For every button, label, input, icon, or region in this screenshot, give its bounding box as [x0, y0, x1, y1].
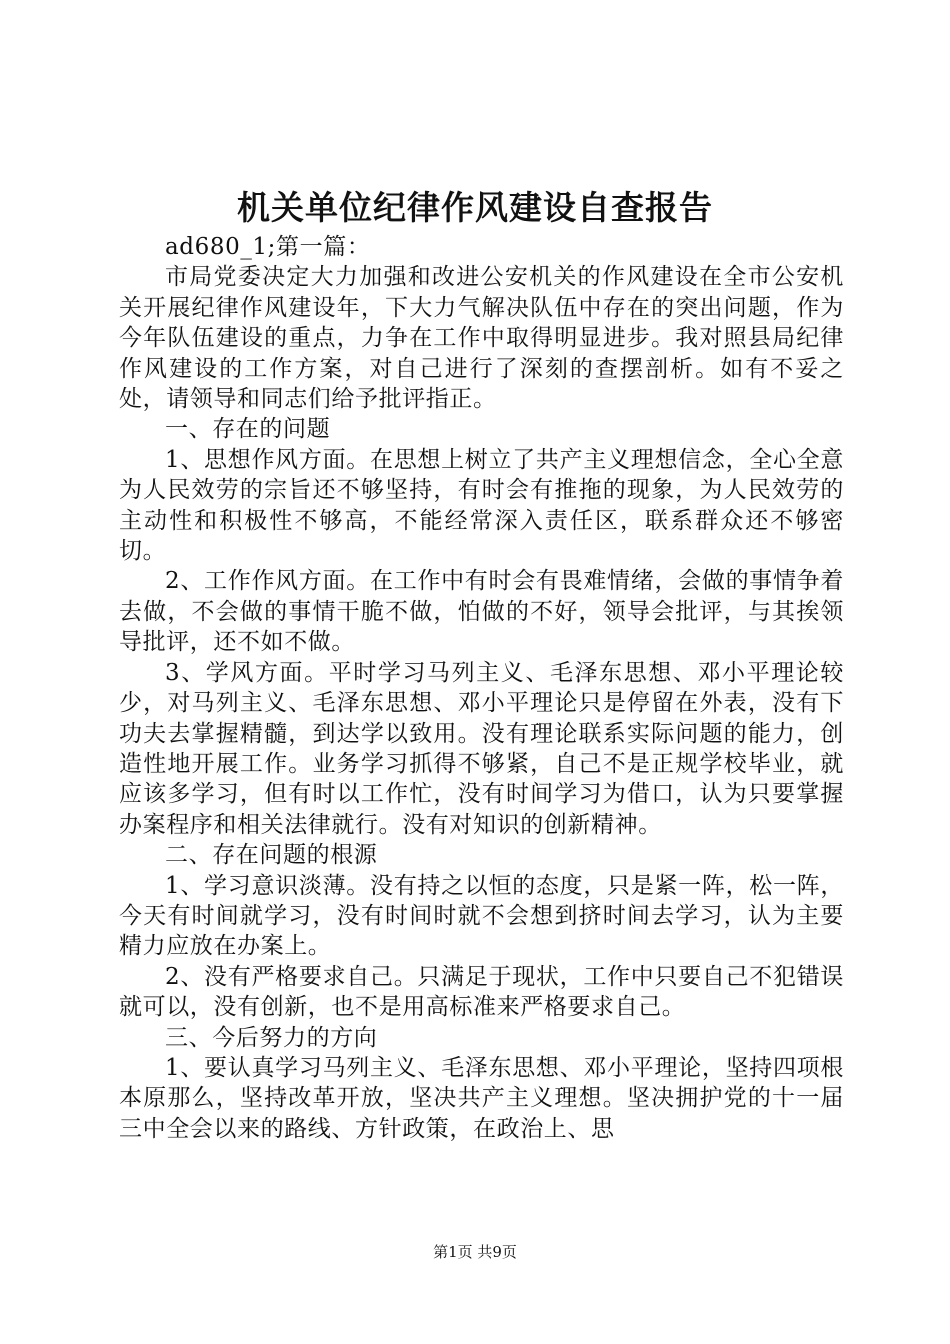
paragraph-study-theory: 1、要认真学习马列主义、毛泽东思想、邓小平理论，坚持四项根本原那么，坚持改革开放，坚决共产主义理想。坚决拥护党的十一届三中全会以来的路线、方针政策，在政治上、思	[119, 1054, 844, 1142]
document-title: 机关单位纪律作风建设自查报告	[237, 188, 713, 227]
paragraph-weak-study-awareness: 1、学习意识淡薄。没有持之以恒的态度，只是紧一阵，松一阵，今天有时间就学习，没有时间时就不会想到挤时间去学习，认为主要精力应放在办案上。	[119, 872, 844, 960]
heading-existing-problems: 一、存在的问题	[165, 416, 331, 443]
document-body	[119, 232, 844, 1144]
paragraph-thought-style: 1、思想作风方面。在思想上树立了共产主义理想信念，全心全意为人民效劳的宗旨还不够坚持，有时会有推拖的现象，为人民效劳的主动性和积极性不够高，不能经常深入责任区，联系群众还不够密切。	[119, 446, 844, 565]
paragraph-lax-self-requirement: 2、没有严格要求自己。只满足于现状，工作中只要自己不犯错误就可以，没有创新，也不是用高标准来严格要求自己。	[119, 963, 844, 1021]
paragraph-work-style: 2、工作作风方面。在工作中有时会有畏难情绪，会做的事情争着去做，不会做的事情干脆不做，怕做的不好，领导会批评，与其挨领导批评，还不如不做。	[119, 568, 844, 656]
heading-problem-roots: 二、存在问题的根源	[165, 842, 378, 869]
paragraph-section-marker: ad680_1;第一篇：	[165, 234, 371, 260]
paragraph-study-style: 3、学风方面。平时学习马列主义、毛泽东思想、邓小平理论较少，对马列主义、毛泽东思想、邓小平理论只是停留在外表，没有下功夫去掌握精髓，到达学以致用。没有理论联系实际问题的能力，创造性地开展工作。业务学习抓得不够紧，自己不是正规学校毕业，就应该多学习，但有时以工作忙，没有时间学习为借口，认为只要掌握办案程序和相关法律就行。没有对知识的创新精神。	[119, 659, 844, 838]
page-number-footer: 第1页 共9页	[433, 1243, 517, 1261]
heading-future-direction: 三、今后努力的方向	[165, 1024, 378, 1051]
paragraph-intro: 市局党委决定大力加强和改进公安机关的作风建设在全市公安机关开展纪律作风建设年，下大力气解决队伍中存在的突出问题，作为今年队伍建设的重点，力争在工作中取得明显进步。我对照县局纪律作风建设的工作方案，对自己进行了深刻的查摆剖析。如有不妥之处，请领导和同志们给予批评指正。	[119, 264, 844, 413]
